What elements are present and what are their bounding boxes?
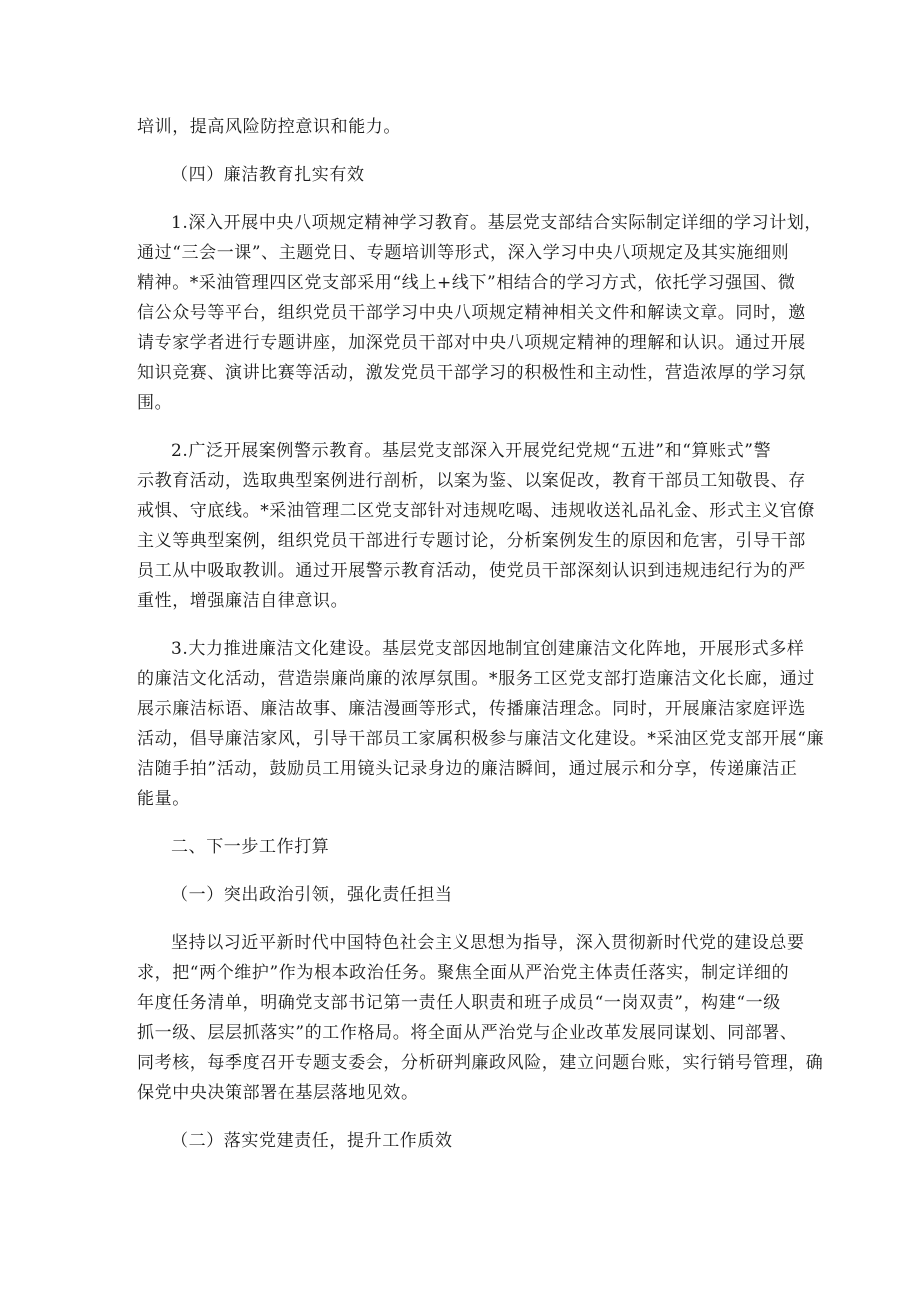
heading-party-responsibility <box>137 1126 797 1156</box>
section-heading: （二）落实党建责任，提升工作质效 <box>171 1131 453 1151</box>
heading-integrity-education <box>137 160 797 190</box>
text-line: 信公众号等平台，组织党员干部学习中央八项规定精神相关文件和解读文章。同时，邀 <box>137 303 806 323</box>
section-heading: （一）突出政治引领，强化责任担当 <box>171 885 453 905</box>
para-training-end <box>137 112 797 142</box>
text-line: 坚持以习近平新时代中国特色社会主义思想为指导，深入贯彻新时代党的建设总要 <box>171 933 805 953</box>
text-line: 主义等典型案例，组织党员干部进行专题讨论，分析案例发生的原因和危害，引导干部 <box>137 531 806 551</box>
text-line: 1.深入开展中央八项规定精神学习教育。基层党支部结合实际制定详细的学习计划， <box>171 213 823 233</box>
text-line: 通过“三会一课”、主题党日、专题培训等形式，深入学习中央八项规定及其实施细则 <box>137 243 790 263</box>
text-line: 年度任务清单，明确党支部书记第一责任人职责和班子成员“一岗双责”，构建“一级 <box>137 993 781 1013</box>
text-line: 求，把“两个维护”作为根本政治任务。聚焦全面从严治党主体责任落实，制定详细的 <box>137 963 790 983</box>
para-item-1 <box>137 208 823 418</box>
text-line: 员工从中吸取教训。通过开展警示教育活动，使党员干部深刻认识到违规违纪行为的严 <box>137 561 806 581</box>
section-heading: （四）廉洁教育扎实有效 <box>171 165 365 185</box>
heading-political-leadership <box>137 880 797 910</box>
text-line: 示教育活动，选取典型案例进行剖析，以案为鉴、以案促改，教育干部员工知敬畏、存 <box>137 471 806 491</box>
text-line: 培训，提高风险防控意识和能力。 <box>137 117 401 137</box>
text-line: 请专家学者进行专题讲座，加深党员干部对中央八项规定精神的理解和认识。通过开展 <box>137 333 806 353</box>
para-item-3 <box>137 634 825 814</box>
text-line: 戒惧、守底线。*采油管理二区党支部针对违规吃喝、违规收送礼品礼金、形式主义官僚 <box>137 501 815 521</box>
heading-next-steps <box>137 832 797 862</box>
text-line: 洁随手拍”活动，鼓励员工用镜头记录身边的廉洁瞬间，通过展示和分享，传递廉洁正 <box>137 759 798 779</box>
section-heading: 二、下一步工作打算 <box>171 837 330 857</box>
document-page <box>137 112 825 1156</box>
text-line: 2.广泛开展案例警示教育。基层党支部深入开展党纪党规“五进”和“算账式”警 <box>171 441 772 461</box>
text-line: 抓一级、层层抓落实”的工作格局。将全面从严治党与企业改革发展同谋划、同部署、 <box>137 1023 798 1043</box>
para-item-2 <box>137 436 815 616</box>
text-line: 3.大力推进廉洁文化建设。基层党支部因地制宜创建廉洁文化阵地，开展形式多样 <box>171 639 805 659</box>
text-line: 的廉洁文化活动，营造崇廉尚廉的浓厚氛围。*服务工区党支部打造廉洁文化长廊，通过 <box>137 669 815 689</box>
para-political-leadership <box>137 928 824 1108</box>
text-line: 知识竞赛、演讲比赛等活动，激发党员干部学习的积极性和主动性，营造浓厚的学习氛 <box>137 363 806 383</box>
text-line: 活动，倡导廉洁家风，引导干部员工家属积极参与廉洁文化建设。*采油区党支部开展“廉 <box>137 729 825 749</box>
text-line: 同考核，每季度召开专题支委会，分析研判廉政风险，建立问题台账，实行销号管理，确 <box>137 1053 824 1073</box>
text-line: 展示廉洁标语、廉洁故事、廉洁漫画等形式，传播廉洁理念。同时，开展廉洁家庭评选 <box>137 699 806 719</box>
text-line: 能量。 <box>137 789 190 809</box>
text-line: 精神。*采油管理四区党支部采用“线上+线下”相结合的学习方式，依托学习强国、微 <box>137 273 796 293</box>
text-line: 围。 <box>137 393 173 413</box>
text-line: 保党中央决策部署在基层落地见效。 <box>137 1083 419 1103</box>
text-line: 重性，增强廉洁自律意识。 <box>137 591 349 611</box>
